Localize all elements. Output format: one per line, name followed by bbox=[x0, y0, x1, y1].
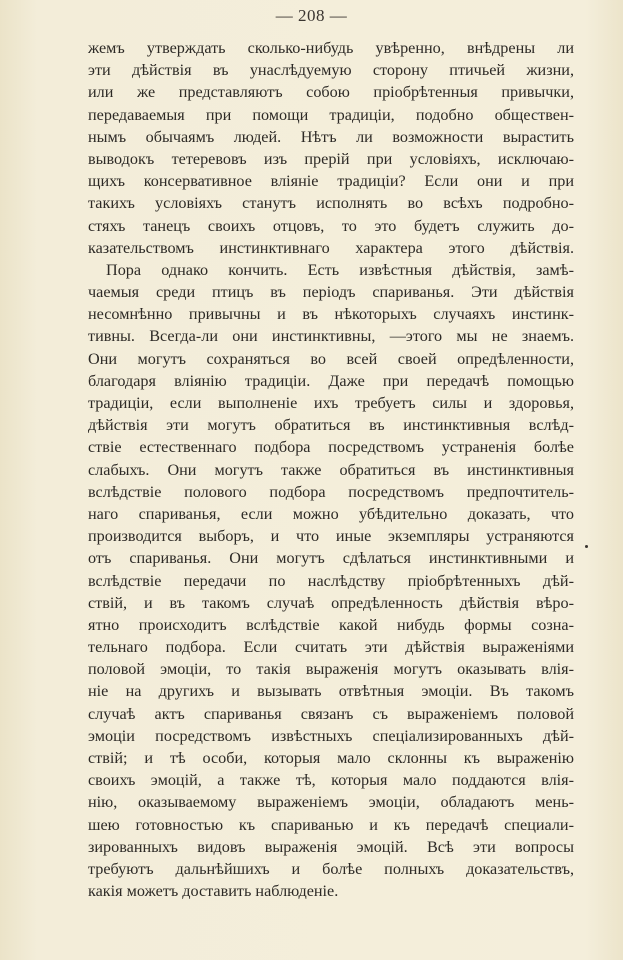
text-line: тельнаго подбора. Если считать эти дѣйствія выраженіями bbox=[88, 638, 574, 657]
text-line: ствій; и тѣ особи, которыя мало склонны къ выраженію bbox=[88, 749, 574, 767]
text-line: ствіе естественнаго подбора посредствомъ устраненія болѣе bbox=[88, 438, 574, 457]
text-line: стяхъ танецъ своихъ отцовъ, то это будетъ служить до- bbox=[88, 216, 574, 235]
text-line: нымъ обычаямъ людей. Нѣтъ ли возможности вырастить bbox=[88, 127, 574, 146]
text-line: нію, оказываемому выраженіемъ эмоціи, обладаютъ мень- bbox=[88, 793, 574, 812]
body-text bbox=[88, 37, 574, 902]
text-line: вслѣдствіе передачи по наслѣдству пріобрѣтенныхъ дѣй- bbox=[88, 571, 574, 590]
text-line: половой эмоціи, то такія выраженія могутъ оказывать влія- bbox=[88, 660, 574, 679]
text-line: наго спариванья, если можно убѣдительно доказать, что bbox=[88, 504, 574, 523]
text-line: слабыхъ. Они могутъ также обратиться въ инстинктивныя bbox=[88, 460, 574, 479]
text-line: чаемыя среди птицъ въ періодъ спариванья. Эти дѣйствія bbox=[88, 283, 574, 302]
text-line: Пора однако кончить. Есть извѣстныя дѣйствія, замѣ- bbox=[106, 260, 574, 279]
text-line: несомнѣнно привычны и въ нѣкоторыхъ случаяхъ инстинк- bbox=[88, 305, 574, 324]
text-line: шею готовностью къ спариванью и къ передачѣ специали- bbox=[88, 815, 574, 834]
text-line: ствій, и въ такомъ случаѣ опредѣленность дѣйствія вѣро- bbox=[88, 593, 574, 612]
page-number: — 208 — bbox=[275, 6, 348, 25]
text-line: ятно происходитъ вслѣдствіе какой нибудь формы созна- bbox=[88, 615, 574, 634]
text-line: традиціи, если выполненіе ихъ требуетъ силы и здоровья, bbox=[88, 394, 574, 412]
ink-spot bbox=[585, 545, 588, 548]
text-line: щихъ консервативное вліяніе традиціи? Если они и при bbox=[88, 172, 574, 191]
text-line: тивны. Всегда-ли они инстинктивны, —этого мы не знаемъ. bbox=[88, 327, 574, 346]
text-line: производится выборъ, и что иные экземпляры устраняются bbox=[88, 527, 574, 546]
text-line: зированныхъ видовъ выраженія эмоцій. Всѣ эти вопросы bbox=[88, 837, 574, 856]
text-line: выводокъ тетеревовъ изъ прерій при условіяхъ, исключаю- bbox=[88, 149, 574, 168]
text-line: такихъ условіяхъ станутъ исполнять во всѣхъ подробно- bbox=[88, 194, 574, 213]
text-line: дѣйствія эти могутъ обратиться въ инстинктивныя вслѣд- bbox=[88, 416, 574, 435]
text-line: эти дѣйствія въ унаслѣдуемую сторону птичьей жизни, bbox=[88, 61, 574, 80]
text-line: эмоціи посредствомъ извѣстныхъ спеціализированныхъ дѣй- bbox=[88, 726, 574, 745]
text-line: благодаря вліянію традиціи. Даже при передачѣ помощью bbox=[88, 371, 574, 390]
text-line: Они могутъ сохраняться во всей своей опредѣленности, bbox=[88, 349, 574, 368]
text-line: передаваемыя при помощи традиціи, подобно обществен- bbox=[88, 105, 574, 124]
text-line: ніе на другихъ и вызывать отвѣтныя эмоціи. Въ такомъ bbox=[88, 682, 574, 701]
text-line: жемъ утверждать сколько-нибудь увѣренно, внѣдрены ли bbox=[88, 39, 574, 57]
text-line: какія можетъ доставить наблюденіе. bbox=[88, 882, 339, 901]
text-line: вслѣдствіе полового подбора посредствомъ предпочтитель- bbox=[88, 482, 574, 501]
text-line: или же представляютъ собою пріобрѣтенныя привычки, bbox=[88, 83, 574, 102]
text-line: случаѣ актъ спариванья связанъ съ выраженіемъ половой bbox=[88, 704, 574, 723]
text-line: своихъ эмоцій, а также тѣ, которыя мало поддаются влія- bbox=[88, 771, 574, 790]
text-line: отъ спариванья. Они могутъ сдѣлаться инстинктивными и bbox=[88, 549, 574, 568]
text-line: казательствомъ инстинктивнаго характера этого дѣйствія. bbox=[88, 238, 574, 257]
text-line: требуютъ дальнѣйшихъ и болѣе полныхъ доказательствъ, bbox=[88, 859, 574, 878]
